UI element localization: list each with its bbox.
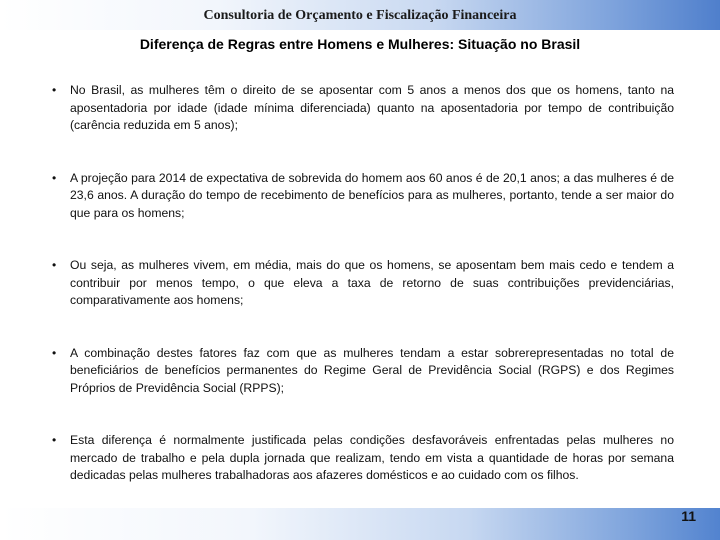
bullet-dot-icon: • xyxy=(52,170,57,185)
bullet-item xyxy=(52,170,674,223)
bullet-text: A combinação destes fatores faz com que as mulheres tendam a estar sobrerepresentadas no total de beneficiários de benefícios permanentes do Regime Geral de Previdência Social (RGPS) e dos Regimes Próprios de Previdência Social (RPPS); xyxy=(70,345,674,395)
bullet-item xyxy=(52,432,674,485)
page-title: Diferença de Regras entre Homens e Mulheres: Situação no Brasil xyxy=(139,36,581,52)
bullet-dot-icon: • xyxy=(52,433,57,447)
bullet-dot-icon: • xyxy=(52,258,57,272)
org-title: Consultoria de Orçamento e Fiscalização Financeira xyxy=(203,8,517,23)
bullet-text: Ou seja, as mulheres vivem, em média, mais do que os homens, se aposentam bem mais cedo e tendem a contribuir por menos tempo, o que eleva a taxa de retorno de suas contribuições previdenciárias, comparativamente aos homens; xyxy=(70,258,674,307)
bullet-text: Esta diferença é normalmente justificada pelas condições desfavoráveis enfrentadas pelas mulheres no mercado de trabalho e pela dupla jornada que realizam, tendo em vista a quantidade de horas por semana dedicadas pelas mulheres trabalhadoras aos afazeres domésticos e ao cuidado com os filhos. xyxy=(70,433,674,482)
bullet-item xyxy=(52,345,674,398)
bullet-list xyxy=(52,82,674,520)
bullet-text: No Brasil, as mulheres têm o direito de se aposentar com 5 anos a menos dos que os homens, tanto na aposentadoria por idade (idade mínima diferenciada) quanto na aposentadoria por tempo de contribuição (carência reduzida em 5 anos); xyxy=(70,83,674,132)
bullet-text: A projeção para 2014 de expectativa de sobrevida do homem aos 60 anos é de 20,1 anos; a das mulheres é de 23,6 anos. A duração do tempo de recebimento de benefícios para as mulheres, portanto, tende a ser maior do que para os homens; xyxy=(70,170,674,220)
page-number: 11 xyxy=(681,508,696,524)
bullet-dot-icon: • xyxy=(52,83,57,97)
bullet-dot-icon: • xyxy=(52,345,57,360)
bullet-item xyxy=(52,257,674,310)
footer-bar xyxy=(0,508,720,540)
bullet-item xyxy=(52,82,674,135)
